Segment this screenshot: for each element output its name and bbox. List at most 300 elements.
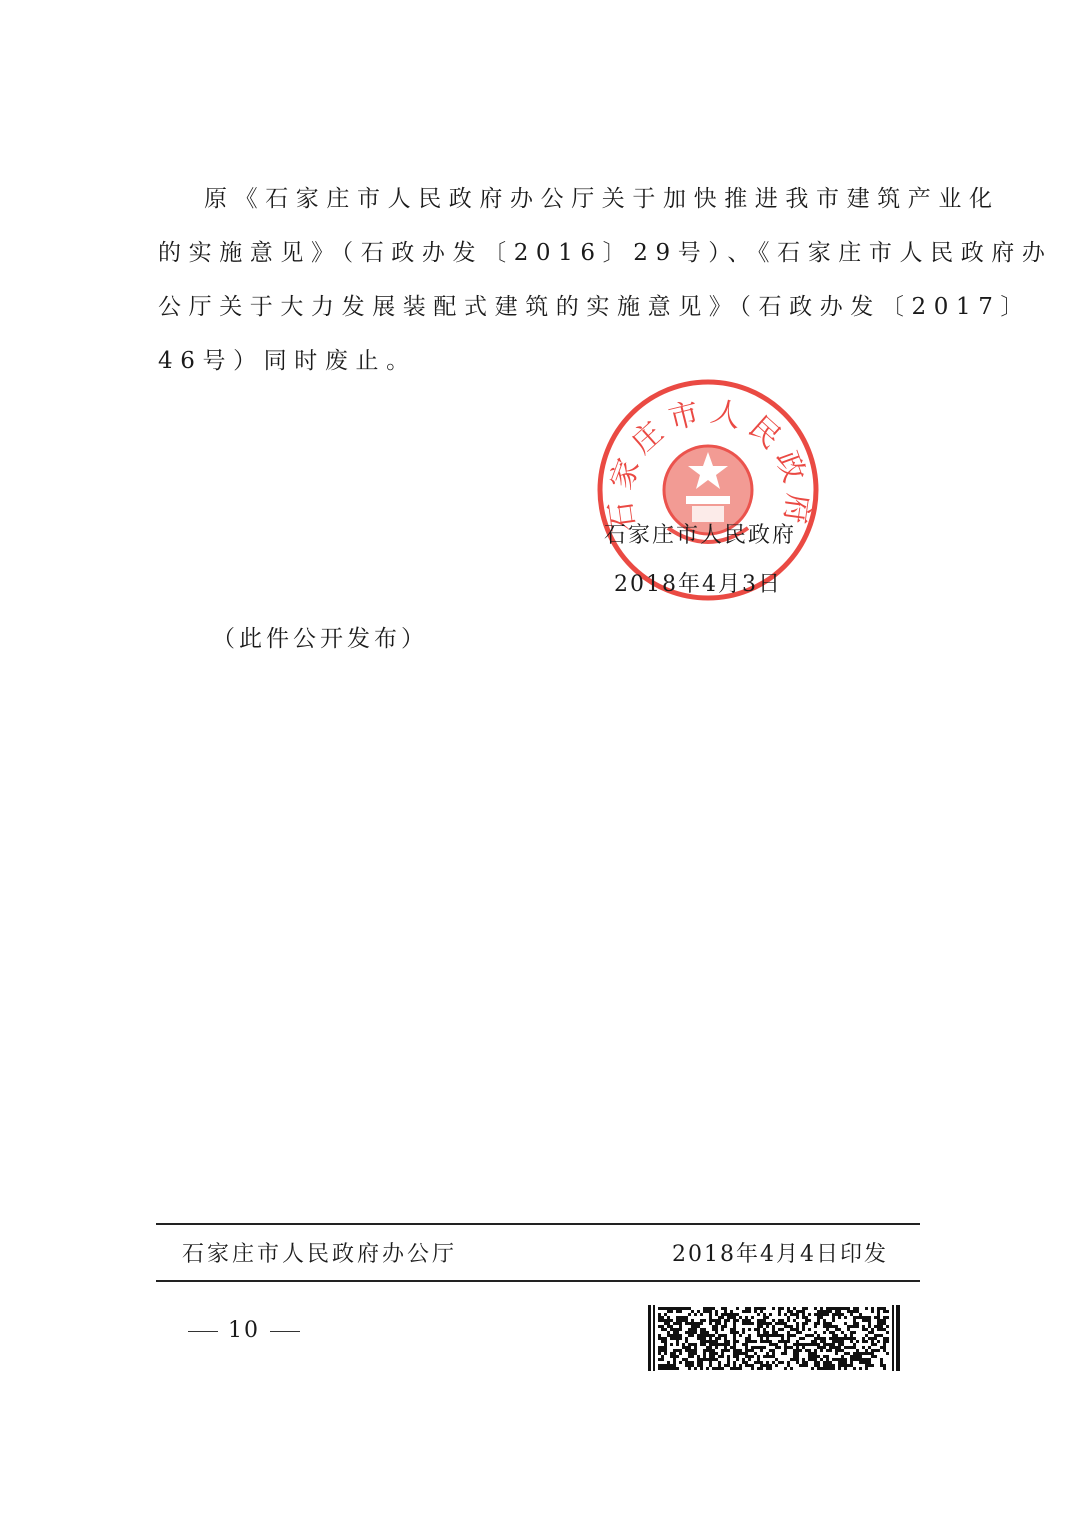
barcode-module xyxy=(751,1340,754,1343)
barcode-module xyxy=(742,1328,745,1331)
barcode-module xyxy=(676,1319,679,1322)
barcode-module xyxy=(742,1310,745,1313)
barcode-module xyxy=(781,1307,784,1310)
barcode-module xyxy=(760,1367,763,1370)
barcode-module xyxy=(685,1322,688,1325)
barcode-module xyxy=(700,1337,703,1340)
barcode-module xyxy=(838,1307,841,1310)
barcode-module xyxy=(760,1337,763,1340)
barcode-module xyxy=(868,1346,871,1349)
barcode-module xyxy=(856,1340,859,1343)
barcode-module xyxy=(790,1313,793,1316)
barcode-module xyxy=(688,1313,691,1316)
barcode-module xyxy=(661,1355,664,1358)
barcode-module xyxy=(715,1331,718,1334)
barcode-module xyxy=(757,1367,760,1370)
barcode-module xyxy=(796,1346,799,1349)
barcode-module xyxy=(871,1352,874,1355)
barcode-module xyxy=(658,1349,661,1352)
barcode-guard xyxy=(896,1305,900,1371)
barcode-module xyxy=(709,1364,712,1367)
barcode-module xyxy=(676,1322,679,1325)
barcode-module xyxy=(733,1313,736,1316)
barcode-module xyxy=(874,1325,877,1328)
barcode-module xyxy=(706,1310,709,1313)
barcode-module xyxy=(799,1349,802,1352)
barcode-module xyxy=(733,1331,736,1334)
barcode-module xyxy=(850,1364,853,1367)
barcode-module xyxy=(859,1358,862,1361)
barcode-module xyxy=(745,1322,748,1325)
barcode-icon xyxy=(648,1305,900,1371)
barcode-module xyxy=(691,1319,694,1322)
barcode-module xyxy=(829,1337,832,1340)
barcode-module xyxy=(709,1316,712,1319)
barcode-module xyxy=(763,1355,766,1358)
barcode-module xyxy=(691,1364,694,1367)
barcode-module xyxy=(787,1325,790,1328)
barcode-module xyxy=(736,1340,739,1343)
barcode-module xyxy=(769,1340,772,1343)
barcode-module xyxy=(700,1343,703,1346)
barcode-module xyxy=(862,1346,865,1349)
barcode-module xyxy=(772,1325,775,1328)
barcode-module xyxy=(796,1343,799,1346)
barcode-module xyxy=(835,1313,838,1316)
barcode-module xyxy=(787,1337,790,1340)
barcode-module xyxy=(868,1361,871,1364)
barcode-module xyxy=(853,1337,856,1340)
barcode-module xyxy=(835,1346,838,1349)
footer-top-rule xyxy=(156,1223,920,1225)
issue-date: 2018年4月4日印发 xyxy=(672,1242,888,1267)
barcode-module xyxy=(874,1334,877,1337)
barcode-module xyxy=(871,1355,874,1358)
barcode-module xyxy=(748,1358,751,1361)
barcode-module xyxy=(871,1331,874,1334)
barcode-module xyxy=(865,1358,868,1361)
barcode-module xyxy=(700,1340,703,1343)
barcode-module xyxy=(883,1307,886,1310)
barcode-module xyxy=(706,1346,709,1349)
barcode-module xyxy=(661,1316,664,1319)
barcode-module xyxy=(850,1325,853,1328)
barcode-module xyxy=(820,1337,823,1340)
barcode-module xyxy=(727,1343,730,1346)
barcode-module xyxy=(862,1328,865,1331)
barcode-module xyxy=(772,1307,775,1310)
barcode-module xyxy=(712,1349,715,1352)
barcode-module xyxy=(814,1349,817,1352)
barcode-module xyxy=(727,1349,730,1352)
barcode-module xyxy=(769,1364,772,1367)
barcode-module xyxy=(724,1346,727,1349)
barcode-module xyxy=(733,1364,736,1367)
barcode-module xyxy=(799,1310,802,1313)
barcode-module xyxy=(688,1307,691,1310)
barcode-module xyxy=(841,1331,844,1334)
barcode-module xyxy=(883,1340,886,1343)
barcode-module xyxy=(721,1328,724,1331)
barcode-module xyxy=(670,1367,673,1370)
barcode-module xyxy=(673,1361,676,1364)
barcode-module xyxy=(697,1322,700,1325)
barcode-module xyxy=(778,1340,781,1343)
barcode-module xyxy=(844,1358,847,1361)
barcode-module xyxy=(733,1367,736,1370)
barcode-module xyxy=(688,1331,691,1334)
barcode-module xyxy=(676,1331,679,1334)
barcode-module xyxy=(679,1310,682,1313)
barcode-module xyxy=(673,1352,676,1355)
barcode-module xyxy=(850,1358,853,1361)
barcode-module xyxy=(886,1340,889,1343)
barcode-module xyxy=(823,1343,826,1346)
barcode-module xyxy=(793,1358,796,1361)
barcode-module xyxy=(814,1364,817,1367)
barcode-module xyxy=(751,1322,754,1325)
barcode-module xyxy=(838,1337,841,1340)
barcode-module xyxy=(667,1322,670,1325)
barcode-module xyxy=(850,1334,853,1337)
barcode-module xyxy=(694,1367,697,1370)
barcode-module xyxy=(709,1349,712,1352)
barcode-module xyxy=(718,1355,721,1358)
barcode-module xyxy=(718,1337,721,1340)
barcode-module xyxy=(880,1346,883,1349)
barcode-module xyxy=(733,1361,736,1364)
barcode-module xyxy=(736,1313,739,1316)
barcode-module xyxy=(826,1307,829,1310)
barcode-module xyxy=(748,1307,751,1310)
barcode-module xyxy=(682,1316,685,1319)
barcode-module xyxy=(844,1346,847,1349)
barcode-module xyxy=(748,1322,751,1325)
barcode-module xyxy=(841,1349,844,1352)
barcode-module xyxy=(811,1340,814,1343)
barcode-module xyxy=(841,1343,844,1346)
barcode-module xyxy=(835,1352,838,1355)
barcode-module xyxy=(670,1319,673,1322)
barcode-module xyxy=(697,1361,700,1364)
barcode-module xyxy=(700,1334,703,1337)
barcode-module xyxy=(823,1331,826,1334)
barcode-module xyxy=(865,1349,868,1352)
barcode-module xyxy=(667,1364,670,1367)
barcode-module xyxy=(751,1316,754,1319)
barcode-module xyxy=(847,1307,850,1310)
barcode-module xyxy=(688,1367,691,1370)
barcode-module xyxy=(760,1310,763,1313)
barcode-module xyxy=(880,1322,883,1325)
barcode-module xyxy=(727,1313,730,1316)
barcode-module xyxy=(757,1313,760,1316)
barcode-module xyxy=(868,1358,871,1361)
barcode-module xyxy=(838,1346,841,1349)
barcode-module xyxy=(676,1343,679,1346)
barcode-module xyxy=(676,1334,679,1337)
barcode-module xyxy=(670,1325,673,1328)
barcode-module xyxy=(733,1325,736,1328)
barcode-module xyxy=(853,1352,856,1355)
barcode-module xyxy=(871,1340,874,1343)
barcode-module xyxy=(865,1334,868,1337)
barcode-module xyxy=(841,1355,844,1358)
barcode-module xyxy=(790,1358,793,1361)
barcode-module xyxy=(886,1337,889,1340)
barcode-module xyxy=(712,1319,715,1322)
barcode-module xyxy=(763,1364,766,1367)
barcode-module xyxy=(862,1361,865,1364)
barcode-module xyxy=(664,1328,667,1331)
barcode-module xyxy=(757,1319,760,1322)
barcode-bars xyxy=(648,1305,900,1371)
barcode-module xyxy=(760,1364,763,1367)
barcode-module xyxy=(838,1313,841,1316)
barcode-module xyxy=(850,1346,853,1349)
barcode-module xyxy=(706,1307,709,1310)
barcode-module xyxy=(736,1349,739,1352)
barcode-module xyxy=(682,1307,685,1310)
barcode-module xyxy=(826,1355,829,1358)
barcode-module xyxy=(733,1319,736,1322)
barcode-module xyxy=(733,1337,736,1340)
barcode-module xyxy=(694,1325,697,1328)
barcode-module xyxy=(835,1310,838,1313)
barcode-module xyxy=(820,1307,823,1310)
barcode-module xyxy=(679,1325,682,1328)
barcode-module xyxy=(685,1307,688,1310)
barcode-module xyxy=(766,1355,769,1358)
barcode-module xyxy=(676,1337,679,1340)
barcode-module xyxy=(691,1343,694,1346)
barcode-module xyxy=(793,1307,796,1310)
barcode-module xyxy=(661,1337,664,1340)
barcode-module xyxy=(811,1334,814,1337)
barcode-module xyxy=(859,1313,862,1316)
barcode-module xyxy=(802,1313,805,1316)
barcode-module xyxy=(721,1325,724,1328)
barcode-module xyxy=(709,1322,712,1325)
barcode-module xyxy=(829,1367,832,1370)
barcode-module xyxy=(850,1340,853,1343)
barcode-module xyxy=(664,1367,667,1370)
barcode-module xyxy=(697,1364,700,1367)
barcode-module xyxy=(883,1346,886,1349)
barcode-module xyxy=(709,1340,712,1343)
barcode-module xyxy=(865,1340,868,1343)
barcode-module xyxy=(832,1325,835,1328)
barcode-module xyxy=(664,1340,667,1343)
barcode-module xyxy=(691,1334,694,1337)
barcode-module xyxy=(763,1328,766,1331)
barcode-module xyxy=(763,1346,766,1349)
barcode-module xyxy=(877,1325,880,1328)
barcode-module xyxy=(886,1316,889,1319)
barcode-module xyxy=(781,1328,784,1331)
barcode-guard xyxy=(653,1305,655,1371)
barcode-module xyxy=(856,1349,859,1352)
barcode-module xyxy=(715,1310,718,1313)
barcode-module xyxy=(763,1319,766,1322)
barcode-module xyxy=(754,1352,757,1355)
barcode-module xyxy=(850,1355,853,1358)
barcode-module xyxy=(856,1322,859,1325)
barcode-module xyxy=(721,1313,724,1316)
barcode-module xyxy=(817,1334,820,1337)
barcode-module xyxy=(805,1316,808,1319)
barcode-module xyxy=(856,1307,859,1310)
barcode-module xyxy=(787,1346,790,1349)
barcode-module xyxy=(661,1319,664,1322)
barcode-module xyxy=(709,1361,712,1364)
barcode-module xyxy=(688,1328,691,1331)
barcode-module xyxy=(820,1316,823,1319)
barcode-module xyxy=(796,1355,799,1358)
barcode-module xyxy=(760,1346,763,1349)
barcode-module xyxy=(691,1331,694,1334)
barcode-module xyxy=(874,1355,877,1358)
body-line xyxy=(158,172,1000,226)
barcode-module xyxy=(736,1331,739,1334)
barcode-module xyxy=(817,1364,820,1367)
barcode-module xyxy=(838,1328,841,1331)
barcode-module xyxy=(865,1307,868,1310)
barcode-module xyxy=(676,1310,679,1313)
barcode-module xyxy=(796,1340,799,1343)
barcode-module xyxy=(856,1355,859,1358)
barcode-module xyxy=(850,1310,853,1313)
barcode-module xyxy=(820,1349,823,1352)
barcode-module xyxy=(802,1322,805,1325)
barcode-module xyxy=(673,1337,676,1340)
barcode-module xyxy=(673,1367,676,1370)
barcode-module xyxy=(679,1307,682,1310)
barcode-module xyxy=(778,1328,781,1331)
barcode-module xyxy=(838,1340,841,1343)
barcode-module xyxy=(691,1328,694,1331)
barcode-module xyxy=(769,1343,772,1346)
barcode-module xyxy=(790,1346,793,1349)
barcode-module xyxy=(760,1340,763,1343)
barcode-module xyxy=(832,1346,835,1349)
barcode-module xyxy=(820,1367,823,1370)
barcode-module xyxy=(772,1328,775,1331)
barcode-module xyxy=(703,1340,706,1343)
barcode-module xyxy=(856,1325,859,1328)
barcode-module xyxy=(745,1310,748,1313)
barcode-module xyxy=(709,1310,712,1313)
signatory-name: 石家庄市人民政府 xyxy=(604,523,797,548)
barcode-module xyxy=(658,1367,661,1370)
barcode-module xyxy=(787,1364,790,1367)
barcode-module xyxy=(748,1349,751,1352)
barcode-module xyxy=(763,1316,766,1319)
barcode-module xyxy=(808,1319,811,1322)
barcode-module xyxy=(787,1334,790,1337)
barcode-module xyxy=(688,1364,691,1367)
barcode-module xyxy=(727,1316,730,1319)
barcode-module xyxy=(835,1337,838,1340)
barcode-module xyxy=(835,1307,838,1310)
barcode-module xyxy=(661,1346,664,1349)
barcode-module xyxy=(718,1334,721,1337)
barcode-module xyxy=(694,1313,697,1316)
barcode-module xyxy=(724,1343,727,1346)
barcode-module xyxy=(835,1334,838,1337)
barcode-module xyxy=(796,1322,799,1325)
barcode-module xyxy=(868,1322,871,1325)
barcode-module xyxy=(886,1310,889,1313)
barcode-module xyxy=(817,1346,820,1349)
barcode-module xyxy=(706,1358,709,1361)
barcode-module xyxy=(712,1334,715,1337)
barcode-module xyxy=(679,1322,682,1325)
barcode-module xyxy=(745,1355,748,1358)
barcode-module xyxy=(742,1358,745,1361)
page-dash-right xyxy=(270,1331,300,1332)
barcode-module xyxy=(661,1325,664,1328)
barcode-module xyxy=(811,1358,814,1361)
barcode-module xyxy=(667,1331,670,1334)
barcode-module xyxy=(847,1337,850,1340)
barcode-module xyxy=(661,1307,664,1310)
barcode-module xyxy=(718,1322,721,1325)
barcode-module xyxy=(664,1346,667,1349)
barcode-module xyxy=(838,1358,841,1361)
barcode-module xyxy=(745,1343,748,1346)
barcode-module xyxy=(754,1307,757,1310)
barcode-module xyxy=(673,1307,676,1310)
barcode-module xyxy=(724,1334,727,1337)
barcode-module xyxy=(730,1367,733,1370)
barcode-module xyxy=(808,1358,811,1361)
barcode-module xyxy=(670,1307,673,1310)
barcode-module xyxy=(712,1340,715,1343)
barcode-module xyxy=(841,1364,844,1367)
barcode-module xyxy=(748,1310,751,1313)
barcode-module xyxy=(658,1313,661,1316)
barcode-module xyxy=(706,1367,709,1370)
barcode-module xyxy=(856,1352,859,1355)
barcode-module xyxy=(841,1307,844,1310)
barcode-module xyxy=(877,1310,880,1313)
barcode-module xyxy=(691,1322,694,1325)
barcode-module xyxy=(784,1322,787,1325)
barcode-module xyxy=(700,1361,703,1364)
barcode-module xyxy=(808,1352,811,1355)
barcode-module xyxy=(736,1367,739,1370)
barcode-module xyxy=(679,1328,682,1331)
barcode-module xyxy=(733,1355,736,1358)
barcode-module xyxy=(658,1352,661,1355)
barcode-module xyxy=(820,1358,823,1361)
barcode-module xyxy=(697,1310,700,1313)
barcode-module xyxy=(880,1361,883,1364)
barcode-module xyxy=(697,1358,700,1361)
barcode-module xyxy=(745,1349,748,1352)
barcode-module xyxy=(727,1364,730,1367)
barcode-module xyxy=(811,1367,814,1370)
barcode-module xyxy=(829,1364,832,1367)
barcode-module xyxy=(709,1343,712,1346)
barcode-module xyxy=(790,1334,793,1337)
barcode-module xyxy=(721,1316,724,1319)
barcode-module xyxy=(766,1361,769,1364)
barcode-module xyxy=(772,1352,775,1355)
barcode-module xyxy=(811,1352,814,1355)
barcode-module xyxy=(715,1325,718,1328)
